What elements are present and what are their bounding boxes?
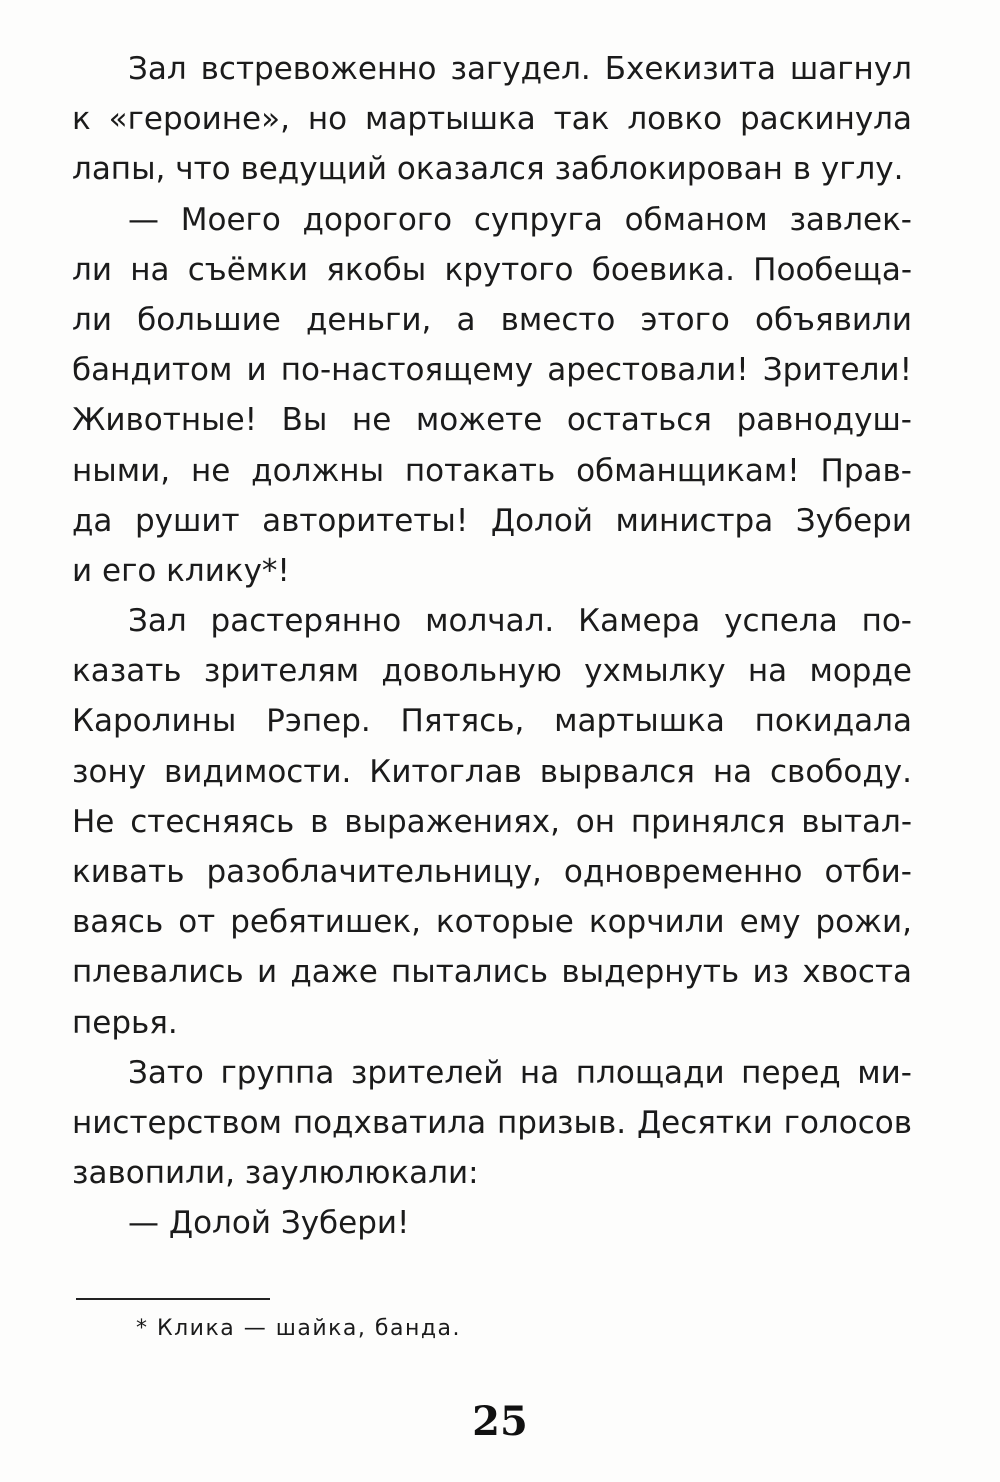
text-line: нистерством подхватила призыв. Десятки голосов bbox=[72, 1104, 912, 1141]
text-line: Не стесняясь в выражениях, он принялся вытал- bbox=[72, 803, 912, 840]
text-line: перья. bbox=[72, 1004, 178, 1041]
text-line: — Моего дорогого супруга обманом завлек- bbox=[128, 201, 912, 238]
page-body bbox=[72, 44, 912, 1249]
text-line: зону видимости. Китоглав вырвался на свободу. bbox=[72, 753, 912, 790]
footnote: * Клика — шайка, банда. bbox=[136, 1316, 462, 1341]
text-line: — Долой Зубери! bbox=[128, 1205, 410, 1242]
text-line: ваясь от ребятишек, которые корчили ему рожи, bbox=[72, 904, 912, 941]
text-line: ными, не должны потакать обманщикам! Прав- bbox=[72, 452, 912, 489]
text-line: лапы, что ведущий оказался заблокирован в углу. bbox=[72, 151, 904, 188]
text-line: плевались и даже пытались выдернуть из хвоста bbox=[72, 954, 912, 991]
page-number: 25 bbox=[472, 1398, 528, 1445]
text-line: Каролины Рэпер. Пятясь, мартышка покидала bbox=[72, 703, 912, 740]
text-line: и его клику*! bbox=[72, 552, 290, 589]
text-line: к «героине», но мартышка так ловко раскинула bbox=[72, 101, 912, 138]
text-line: Зато группа зрителей на площади перед ми- bbox=[128, 1054, 912, 1091]
text-line: кивать разоблачительницу, одновременно отби- bbox=[72, 854, 912, 890]
text-line: ли на съёмки якобы крутого боевика. Пообеща- bbox=[72, 251, 912, 288]
text-line: Зал растерянно молчал. Камера успела по- bbox=[128, 603, 912, 640]
text-line: бандитом и по-настоящему арестовали! Зрители! bbox=[72, 352, 912, 389]
footnote-divider bbox=[76, 1298, 270, 1300]
text-line: Зал встревоженно загудел. Бхекизита шагнул bbox=[128, 51, 912, 87]
text-line: завопили, заулюлюкали: bbox=[72, 1155, 479, 1192]
text-line: казать зрителям довольную ухмылку на морде bbox=[72, 653, 912, 690]
text-line: ли большие деньги, а вместо этого объявили bbox=[72, 301, 912, 338]
text-line: да рушит авторитеты! Долой министра Зубери bbox=[72, 502, 912, 539]
text-line: Животные! Вы не можете остаться равнодуш- bbox=[72, 402, 912, 439]
